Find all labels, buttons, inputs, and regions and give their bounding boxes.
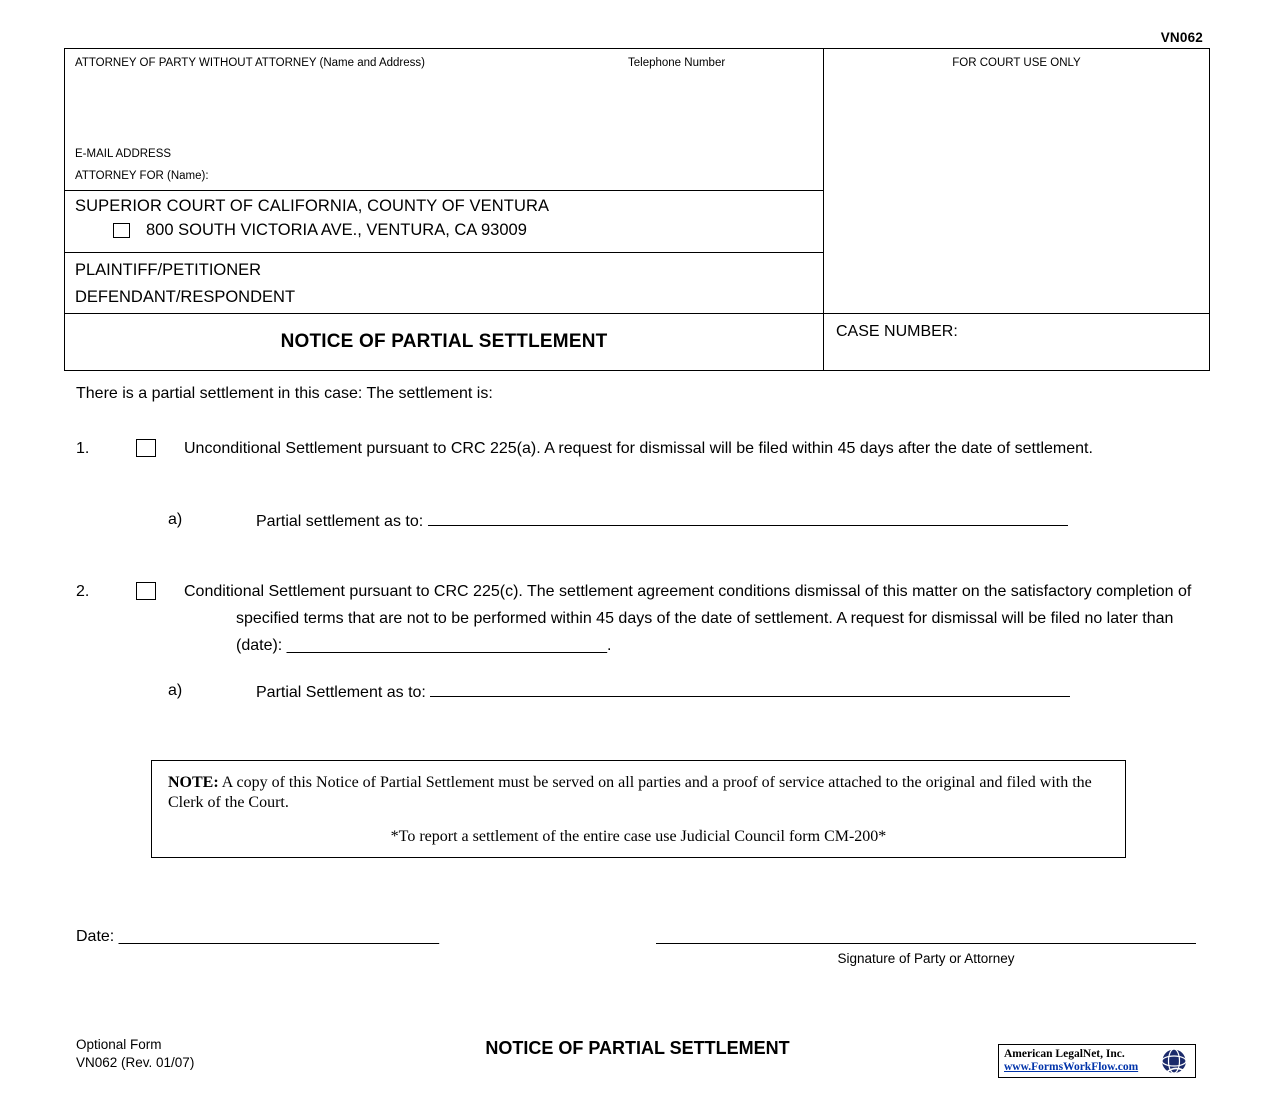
item-2a-label: a) xyxy=(168,682,183,699)
for-court-use-only-box xyxy=(824,49,1209,314)
attorney-header-row xyxy=(65,49,823,69)
note-star-text: *To report a settlement of the entire case use Judicial Council form CM-200* xyxy=(390,828,887,845)
note-box xyxy=(151,760,1126,858)
item-1a-text: Partial settlement as to: xyxy=(256,513,424,530)
footer-optional-form: Optional Form xyxy=(76,1037,162,1052)
form-title: NOTICE OF PARTIAL SETTLEMENT xyxy=(280,331,608,352)
court-address-row xyxy=(75,221,813,240)
item-1a-label: a) xyxy=(168,511,183,528)
item-2-text: Conditional Settlement pursuant to CRC 225(c). The settlement agreement conditions dismissal of this matter on the satisfactory completion of specified terms that are not to be performed within 45 days of the date of settlement. A request for dismissal will be filed no later than (date): ____________________________________. xyxy=(184,583,1192,654)
attorney-for-label: ATTORNEY FOR (Name): xyxy=(75,170,209,182)
logo-company-name: American LegalNet, Inc. xyxy=(1004,1048,1125,1060)
attorney-name-address-label: ATTORNEY OF PARTY WITHOUT ATTORNEY (Name and Address) xyxy=(75,57,425,69)
case-number-label: CASE NUMBER: xyxy=(836,323,958,340)
caption-left-column xyxy=(65,49,824,370)
email-address-label: E-MAIL ADDRESS xyxy=(75,148,172,160)
item-2 xyxy=(76,578,1196,659)
parties-block xyxy=(65,253,823,314)
note-body xyxy=(168,773,1109,813)
court-address: 800 SOUTH VICTORIA AVE., VENTURA, CA 93009 xyxy=(146,221,527,239)
footer-title: NOTICE OF PARTIAL SETTLEMENT xyxy=(485,1038,790,1058)
item-1-text: Unconditional Settlement pursuant to CRC 225(a). A request for dismissal will be filed within 45 days after the date of settlement. xyxy=(184,440,1093,457)
telephone-number-label: Telephone Number xyxy=(628,57,726,69)
item-2a-text-row xyxy=(256,682,1070,702)
logo-text-block xyxy=(999,1048,1153,1074)
item-2-checkbox[interactable] xyxy=(136,582,156,600)
note-label: NOTE: xyxy=(168,774,219,791)
caption-table xyxy=(64,48,1210,371)
court-address-checkbox[interactable] xyxy=(113,223,130,238)
item-1-checkbox[interactable] xyxy=(136,439,156,457)
attorney-block xyxy=(65,49,823,191)
signature-line[interactable] xyxy=(656,943,1196,944)
note-text: A copy of this Notice of Partial Settlement must be served on all parties and a proof of service attached to the original and filed with the Clerk of the Court. xyxy=(168,774,1092,811)
court-block xyxy=(65,191,823,253)
defendant-label: DEFENDANT/RESPONDENT xyxy=(75,288,296,306)
item-2-number: 2. xyxy=(76,583,90,600)
intro-text: There is a partial settlement in this case: The settlement is: xyxy=(76,385,493,402)
form-title-block xyxy=(65,314,823,370)
court-name: SUPERIOR COURT OF CALIFORNIA, COUNTY OF VENTURA xyxy=(75,197,550,215)
caption-right-column xyxy=(824,49,1209,370)
item-1a-fill-line[interactable] xyxy=(428,511,1068,526)
signature-caption: Signature of Party or Attorney xyxy=(837,951,1015,966)
american-legalnet-logo xyxy=(998,1044,1196,1078)
case-number-box[interactable] xyxy=(824,314,1209,370)
item-2a-text: Partial Settlement as to: xyxy=(256,684,426,701)
item-2a-fill-line[interactable] xyxy=(430,682,1070,697)
item-1a-text-row xyxy=(256,511,1068,531)
form-number: VN062 xyxy=(1160,30,1203,45)
item-1 xyxy=(76,435,1196,462)
date-field[interactable]: Date: ____________________________________ xyxy=(76,928,440,945)
item-1-number: 1. xyxy=(76,440,90,457)
caption-top-row xyxy=(65,49,1209,370)
for-court-use-only-label: FOR COURT USE ONLY xyxy=(952,57,1081,69)
logo-url[interactable]: www.FormsWorkFlow.com xyxy=(1004,1061,1139,1073)
plaintiff-label: PLAINTIFF/PETITIONER xyxy=(75,261,262,279)
globe-icon xyxy=(1153,1046,1195,1076)
footer-revision: VN062 (Rev. 01/07) xyxy=(76,1055,195,1070)
